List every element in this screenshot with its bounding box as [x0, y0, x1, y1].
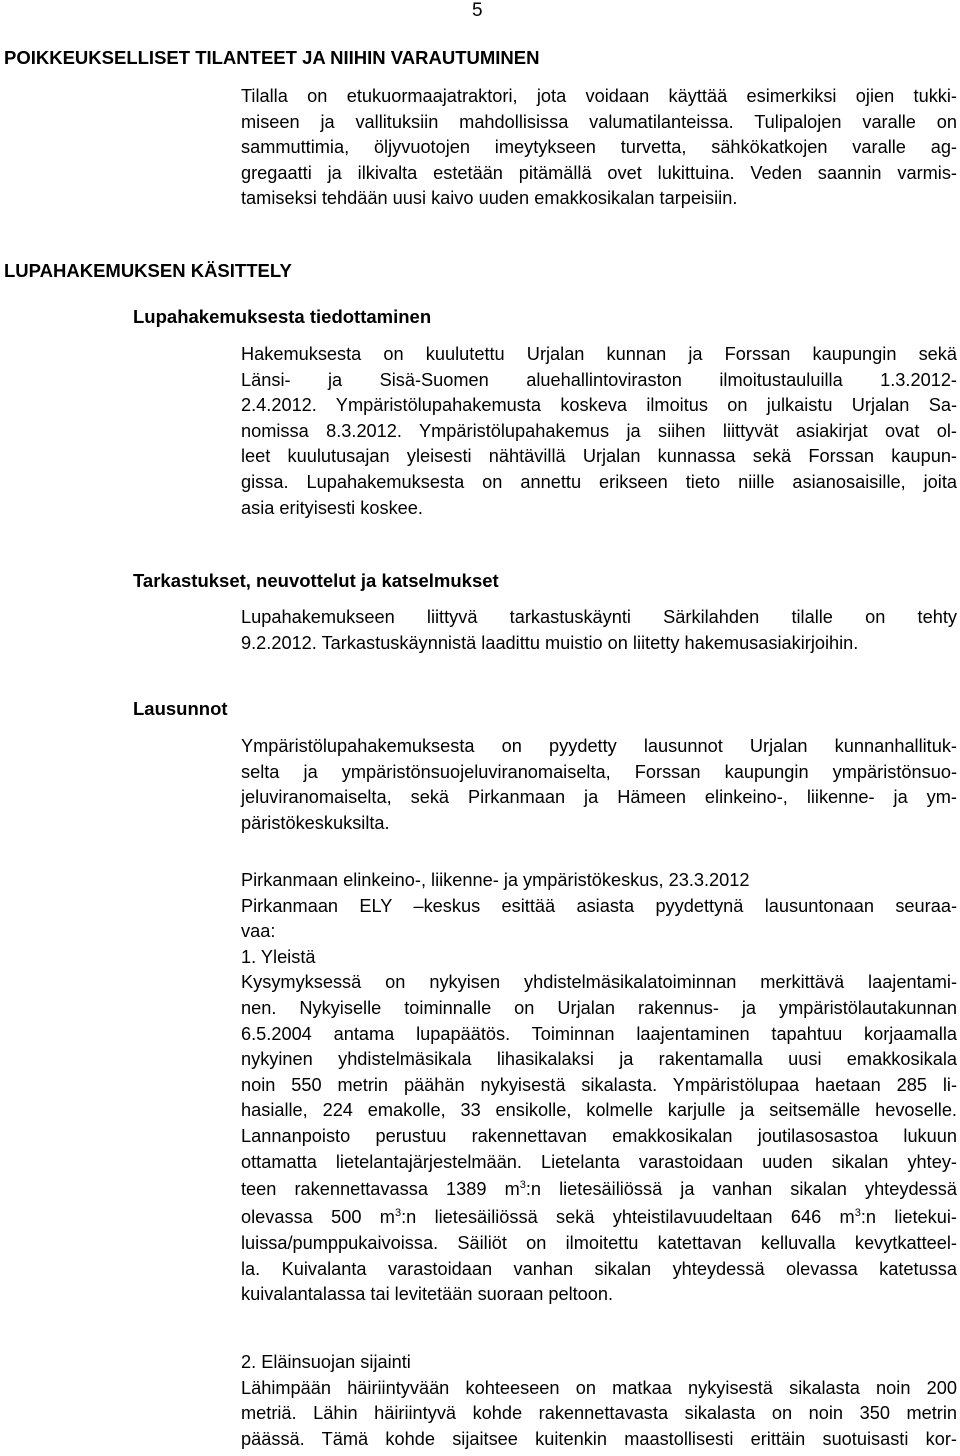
text-line: vaa: [241, 921, 276, 942]
text-line: hasialle, 224 emakolle, 33 ensikolle, kolmelle karjulle ja seitsemälle hevoselle. [241, 1100, 957, 1121]
text-line: sammuttimia, öljyvuotojen imeytykseen turvetta, sähkökatkojen varalle ag- [241, 137, 957, 158]
text-fragment: :n lietekui- [860, 1207, 957, 1228]
superscript: 3 [394, 1207, 402, 1220]
text-fragment: teen rakennettavassa 1389 m [241, 1179, 520, 1200]
text-line: 6.5.2004 antama lupapäätös. Toiminnan laajentaminen tapahtuu korjaamalla [241, 1023, 957, 1044]
page-number: 5 [472, 0, 483, 21]
text-line: leet kuulutusajan yleisesti nähtävillä Urjalan kunnassa sekä Forssan kaupun- [241, 446, 957, 467]
text-line-m3-1 [241, 1175, 957, 1203]
text-line: gissa. Lupahakemuksesta on annettu erikseen tieto niille asianosaisille, joita [241, 471, 957, 492]
text-line-m3-2 [241, 1203, 957, 1231]
paragraph-poikkeukselliset [241, 84, 957, 212]
paragraph-lausunnot-intro [241, 734, 957, 836]
text-line: päristökeskuksilta. [241, 812, 390, 833]
text-line: Lannanpoisto perustuu rakennettavan emakkosikalan joutilasosastoa lukuun [241, 1125, 957, 1146]
text-line: Länsi- ja Sisä-Suomen aluehallintoviraston ilmoitustauluilla 1.3.2012- [241, 369, 957, 390]
text-line: Hakemuksesta on kuulutettu Urjalan kunnan ja Forssan kaupungin sekä [241, 344, 957, 364]
text-line: miseen ja vallituksiin mahdollisissa valumatilanteissa. Tulipalojen varalle on [241, 111, 957, 132]
paragraph-elainsuojan-sijainti [241, 1350, 957, 1452]
text-line: päässä. Tämä kohde sijaitsee kuitenkin maastollisesti erittäin suotuisasti kor- [241, 1428, 957, 1449]
statement-title: Pirkanmaan elinkeino-, liikenne- ja ympäristökeskus, 23.3.2012 [241, 870, 750, 890]
text-line: asia erityisesti koskee. [241, 497, 423, 518]
text-line: selta ja ympäristönsuojeluviranomaiselta, Forssan kaupungin ympäristönsuo- [241, 761, 957, 782]
text-fragment: :n lietesäiliössä sekä yhteistilavuudeltaan 646 m [401, 1207, 855, 1228]
heading-lupahakemuksen-kasittely: LUPAHAKEMUKSEN KÄSITTELY [4, 260, 292, 281]
text-line: Lupahakemukseen liittyvä tarkastuskäynti Särkilahden tilalle on tehty [241, 607, 957, 627]
text-line: noin 550 metrin päähän nykyisestä sikalasta. Ympäristölupaa haetaan 285 li- [241, 1074, 957, 1095]
text-line: luissa/pumppukaivoissa. Säiliöt on ilmoitettu katettavan kelluvalla kevytkatteel- [241, 1233, 957, 1254]
paragraph-pirkanmaa-lausunto [241, 868, 957, 1308]
subheading-lausunnot: Lausunnot [133, 698, 228, 719]
text-line: Tilalla on etukuormaajatraktori, jota voidaan käyttää esimerkiksi ojien tukki- [241, 86, 957, 106]
superscript: 3 [519, 1179, 526, 1192]
text-line: nen. Nykyiselle toiminnalle on Urjalan rakennus- ja ympäristölautakunnan [241, 997, 957, 1018]
text-line: kuivalantalassa tai levitetään suoraan peltoon. [241, 1284, 614, 1305]
text-line: Lähimpään häiriintyvään kohteeseen on matkaa nykyisestä sikalasta noin 200 [241, 1377, 957, 1398]
superscript: 3 [854, 1207, 861, 1220]
heading-poikkeukselliset-tilanteet: POIKKEUKSELLISET TILANTEET JA NIIHIN VARAUTUMINEN [4, 47, 540, 68]
text-line: 2.4.2012. Ympäristölupahakemusta koskeva ilmoitus on julkaistu Urjalan Sa- [241, 395, 957, 416]
subheading-tarkastukset: Tarkastukset, neuvottelut ja katselmukset [133, 570, 499, 591]
text-line: Ympäristölupahakemuksesta on pyydetty lausunnot Urjalan kunnanhallituk- [241, 736, 957, 756]
numbered-heading-yleista: 1. Yleistä [241, 946, 316, 967]
paragraph-tiedottaminen [241, 342, 957, 521]
text-line: Pirkanmaan ELY –keskus esittää asiasta pyydettynä lausuntonaan seuraa- [241, 895, 957, 916]
text-line: nomissa 8.3.2012. Ympäristölupahakemus ja siihen liittyvät asiakirjat ovat ol- [241, 420, 957, 441]
paragraph-tarkastukset [241, 605, 957, 656]
text-line: la. Kuivalanta varastoidaan vanhan sikalan yhteydessä olevassa katetussa [241, 1258, 957, 1279]
text-line: Kysymyksessä on nykyisen yhdistelmäsikalatoiminnan merkittävä laajentami- [241, 972, 957, 993]
text-line: metriä. Lähin häiriintyvä kohde rakennettavasta sikalasta on noin 350 metrin [241, 1403, 957, 1424]
text-line: gregaatti ja ilkivalta estetään pitämällä ovet lukittuina. Veden saannin varmis- [241, 162, 957, 183]
text-fragment: :n lietesäiliössä ja vanhan sikalan yhteydessä [525, 1179, 957, 1200]
text-line: jeluviranomaiselta, sekä Pirkanmaan ja Hämeen elinkeino-, liikenne- ja ym- [241, 787, 957, 808]
numbered-heading-elainsuojan-sijainti: 2. Eläinsuojan sijainti [241, 1352, 411, 1372]
text-line: 9.2.2012. Tarkastuskäynnistä laadittu muistio on liitetty hakemusasiakirjoihin. [241, 632, 859, 653]
text-line: ottamatta lietelantajärjestelmään. Lietelanta varastoidaan uuden sikalan yhtey- [241, 1151, 957, 1172]
subheading-tiedottaminen: Lupahakemuksesta tiedottaminen [133, 306, 432, 327]
text-line: tamiseksi tehdään uusi kaivo uuden emakkosikalan tarpeisiin. [241, 188, 738, 209]
text-fragment: olevassa 500 m [241, 1207, 395, 1228]
text-line: nykyinen yhdistelmäsikala lihasikalaksi ja rakentamalla uusi emakkosikala [241, 1049, 957, 1070]
